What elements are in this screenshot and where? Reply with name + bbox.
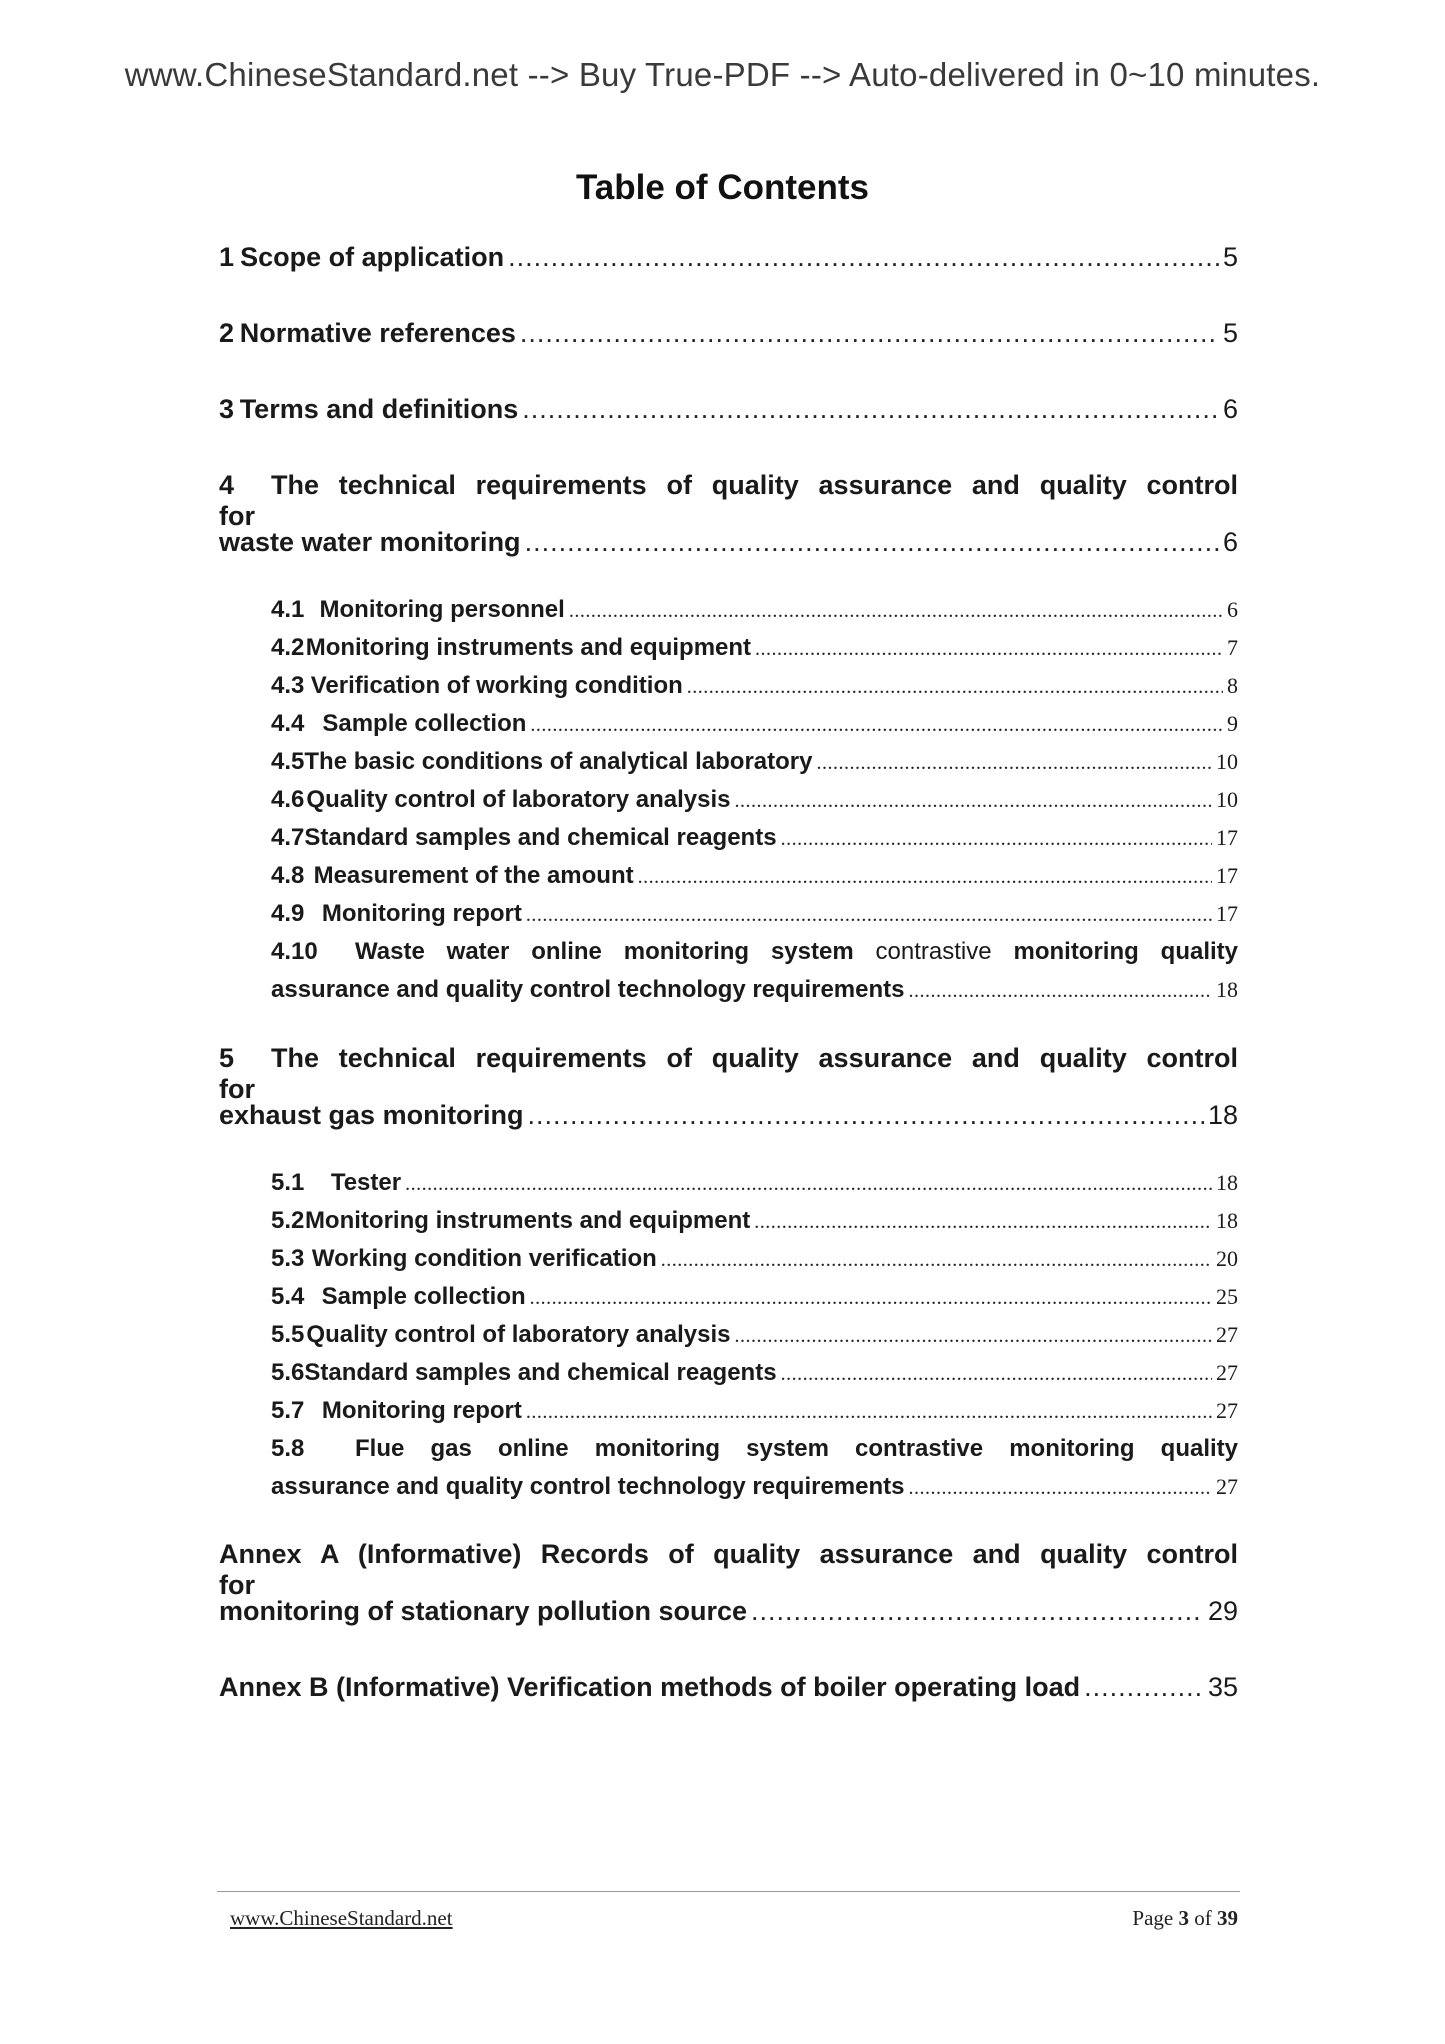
dot-leader [526, 1401, 1212, 1424]
dot-leader [405, 1173, 1212, 1196]
dot-leader [755, 638, 1223, 661]
section-title: Verification of working condition [310, 672, 683, 699]
page-number: 9 [1227, 711, 1238, 736]
page-number: 27 [1216, 1474, 1238, 1499]
page-number: 20 [1216, 1246, 1238, 1271]
section-title: The technical requirements of quality assurance and quality control for [219, 470, 1238, 531]
page-number: 6 [1227, 597, 1238, 622]
dot-leader [735, 790, 1212, 813]
toc-entry-4-10-line2[interactable] [271, 976, 1238, 1004]
page-number: 18 [1216, 1170, 1238, 1195]
header-banner[interactable]: www.ChineseStandard.net --> Buy True-PDF --> Auto-delivered in 0~10 minutes. [124, 56, 1321, 93]
page-of: of [1194, 1906, 1212, 1930]
section-title: Monitoring instruments and equipment [304, 1207, 751, 1234]
section-number: 5.7 [271, 1397, 305, 1424]
page-number: 27 [1216, 1322, 1238, 1347]
section-title: The basic conditions of analytical laboratory [304, 748, 813, 775]
toc-entry-4-line1[interactable] [219, 470, 1238, 532]
footer-page-indicator [1132, 1906, 1238, 1931]
section-number: 5.2 [271, 1207, 305, 1234]
section-title-continued: waste water monitoring [219, 527, 521, 557]
total-pages: 39 [1217, 1906, 1238, 1930]
section-title-continued: monitoring of stationary pollution source [219, 1596, 748, 1626]
dot-leader [508, 242, 1219, 273]
section-number: 5.6 [271, 1359, 305, 1386]
section-title: Sample collection [322, 710, 527, 737]
toc-entry-5-1[interactable] [271, 1169, 1238, 1197]
section-number: 5 [219, 1043, 235, 1073]
toc-entry-4-4[interactable] [271, 710, 1238, 738]
section-number: 4.4 [271, 710, 305, 737]
section-title: Quality control of laboratory analysis [306, 786, 731, 813]
section-title-continued: assurance and quality control technology requirements [271, 976, 905, 1003]
dot-leader [569, 600, 1223, 623]
page-number: 7 [1227, 635, 1238, 660]
section-title: Scope of application [240, 242, 505, 272]
section-number: 4.8 [271, 862, 305, 889]
toc-entry-5-3[interactable] [271, 1245, 1238, 1273]
page-number: 5 [1222, 242, 1238, 272]
toc-entry-4-1[interactable] [271, 596, 1238, 624]
dot-leader [530, 1287, 1212, 1310]
section-number: 4.6 [271, 786, 305, 813]
page-number: 17 [1216, 863, 1238, 888]
page-number: 27 [1216, 1360, 1238, 1385]
page-number: 18 [1216, 977, 1238, 1002]
page-number: 10 [1216, 787, 1238, 812]
page-number: 17 [1216, 825, 1238, 850]
toc-entry-annex-a-line1[interactable] [219, 1539, 1238, 1601]
toc-entry-4-10-line1[interactable] [271, 938, 1238, 966]
toc-entry-5-5[interactable] [271, 1321, 1238, 1349]
toc-entry-annex-b[interactable] [219, 1672, 1238, 1703]
page-number: 25 [1216, 1284, 1238, 1309]
section-number: 4.1 [271, 596, 305, 623]
toc-entry-4-3[interactable] [271, 672, 1238, 700]
section-number: 4.5 [271, 748, 305, 775]
section-number: 4.9 [271, 900, 305, 927]
section-number: 4.2 [271, 634, 305, 661]
toc-entry-5-line1[interactable] [219, 1043, 1238, 1105]
section-number: 4.3 [271, 672, 305, 699]
page-number: 18 [1216, 1208, 1238, 1233]
section-number: 5.5 [271, 1321, 305, 1348]
section-title: Monitoring personnel [319, 596, 565, 623]
page-number: 27 [1216, 1398, 1238, 1423]
section-number: 4.7 [271, 824, 305, 851]
page-number: 6 [1222, 394, 1238, 424]
dot-leader [781, 828, 1212, 851]
toc-entry-4-7[interactable] [271, 824, 1238, 852]
dot-leader [1084, 1672, 1204, 1703]
toc-entry-5-8-line2[interactable] [271, 1473, 1238, 1501]
toc-entry-1[interactable] [219, 242, 1238, 273]
section-title: Annex B (Informative) Verification methods of boiler operating load [219, 1672, 1081, 1702]
toc-entry-5-2[interactable] [271, 1207, 1238, 1235]
page-title: Table of Contents [576, 168, 869, 207]
toc-entry-5-6[interactable] [271, 1359, 1238, 1387]
toc-entry-4-line2[interactable] [219, 527, 1238, 558]
toc-entry-3[interactable] [219, 394, 1238, 425]
section-number: 2 [219, 318, 235, 348]
footer-divider [217, 1891, 1240, 1892]
dot-leader [687, 676, 1223, 699]
toc-entry-4-8[interactable] [271, 862, 1238, 890]
section-title: Monitoring report [321, 900, 522, 927]
section-number: 4 [219, 470, 235, 500]
toc-entry-5-4[interactable] [271, 1283, 1238, 1311]
page-number: 6 [1222, 527, 1238, 557]
dot-leader [754, 1211, 1212, 1234]
dot-leader [520, 318, 1219, 349]
page-number: 8 [1227, 673, 1238, 698]
dot-leader [525, 527, 1219, 558]
toc-entry-5-7[interactable] [271, 1397, 1238, 1425]
page-number: 35 [1207, 1672, 1238, 1702]
section-title-part: contrastive [875, 938, 992, 965]
dot-leader [661, 1249, 1212, 1272]
section-title: Tester [330, 1169, 402, 1196]
section-title: Standard samples and chemical reagents [304, 1359, 777, 1386]
section-number: 5.4 [271, 1283, 305, 1310]
section-number: 1 [219, 242, 235, 272]
page-number: 17 [1216, 901, 1238, 926]
page-number: 10 [1216, 749, 1238, 774]
section-title: Monitoring instruments and equipment [305, 634, 752, 661]
dot-leader [817, 752, 1213, 775]
section-title: Sample collection [321, 1283, 526, 1310]
page-number: 29 [1207, 1596, 1238, 1626]
toc-entry-4-6[interactable] [271, 786, 1238, 814]
section-title: Standard samples and chemical reagents [304, 824, 777, 851]
dot-leader [522, 394, 1219, 425]
section-title: Monitoring report [321, 1397, 522, 1424]
page-number: 5 [1222, 318, 1238, 348]
dot-leader [908, 1477, 1212, 1500]
section-number: 5.3 [271, 1245, 305, 1272]
dot-leader [530, 714, 1223, 737]
dot-leader [735, 1325, 1212, 1348]
section-title: Flue gas online monitoring system contrastive monitoring quality [355, 1435, 1238, 1462]
section-title: Annex A (Informative) Records of quality assurance and quality control for [219, 1539, 1238, 1600]
toc-entry-5-8-line1[interactable] [271, 1435, 1238, 1463]
dot-leader [751, 1596, 1204, 1627]
page-number: 18 [1207, 1100, 1238, 1130]
section-number: 3 [219, 394, 235, 424]
dot-leader [638, 866, 1212, 889]
toc-entry-5-line2[interactable] [219, 1100, 1238, 1131]
dot-leader [526, 904, 1212, 927]
section-title: Measurement of the amount [313, 862, 634, 889]
toc-entry-2[interactable] [219, 318, 1238, 349]
toc-entry-4-2[interactable] [271, 634, 1238, 662]
page-label: Page [1132, 1906, 1174, 1930]
section-number: 4.10 [271, 938, 318, 965]
section-number: 5.1 [271, 1169, 305, 1196]
section-title: The technical requirements of quality assurance and quality control for [219, 1043, 1238, 1104]
section-title-part: monitoring quality [1013, 938, 1239, 965]
dot-leader [781, 1363, 1212, 1386]
section-number: 5.8 [271, 1435, 305, 1462]
dot-leader [528, 1100, 1204, 1131]
toc-entry-4-5[interactable] [271, 748, 1238, 776]
dot-leader [908, 980, 1212, 1003]
toc-entry-annex-a-line2[interactable] [219, 1596, 1238, 1627]
section-title: Working condition verification [311, 1245, 657, 1272]
section-title: Terms and definitions [239, 394, 519, 424]
section-title-continued: assurance and quality control technology requirements [271, 1473, 905, 1500]
section-title: Normative references [239, 318, 516, 348]
section-title-continued: exhaust gas monitoring [219, 1100, 524, 1130]
current-page: 3 [1178, 1906, 1189, 1930]
section-title: Quality control of laboratory analysis [306, 1321, 731, 1348]
toc-entry-4-9[interactable] [271, 900, 1238, 928]
section-title: Waste water online monitoring system [355, 938, 854, 965]
footer-link[interactable]: www.ChineseStandard.net [230, 1906, 453, 1930]
